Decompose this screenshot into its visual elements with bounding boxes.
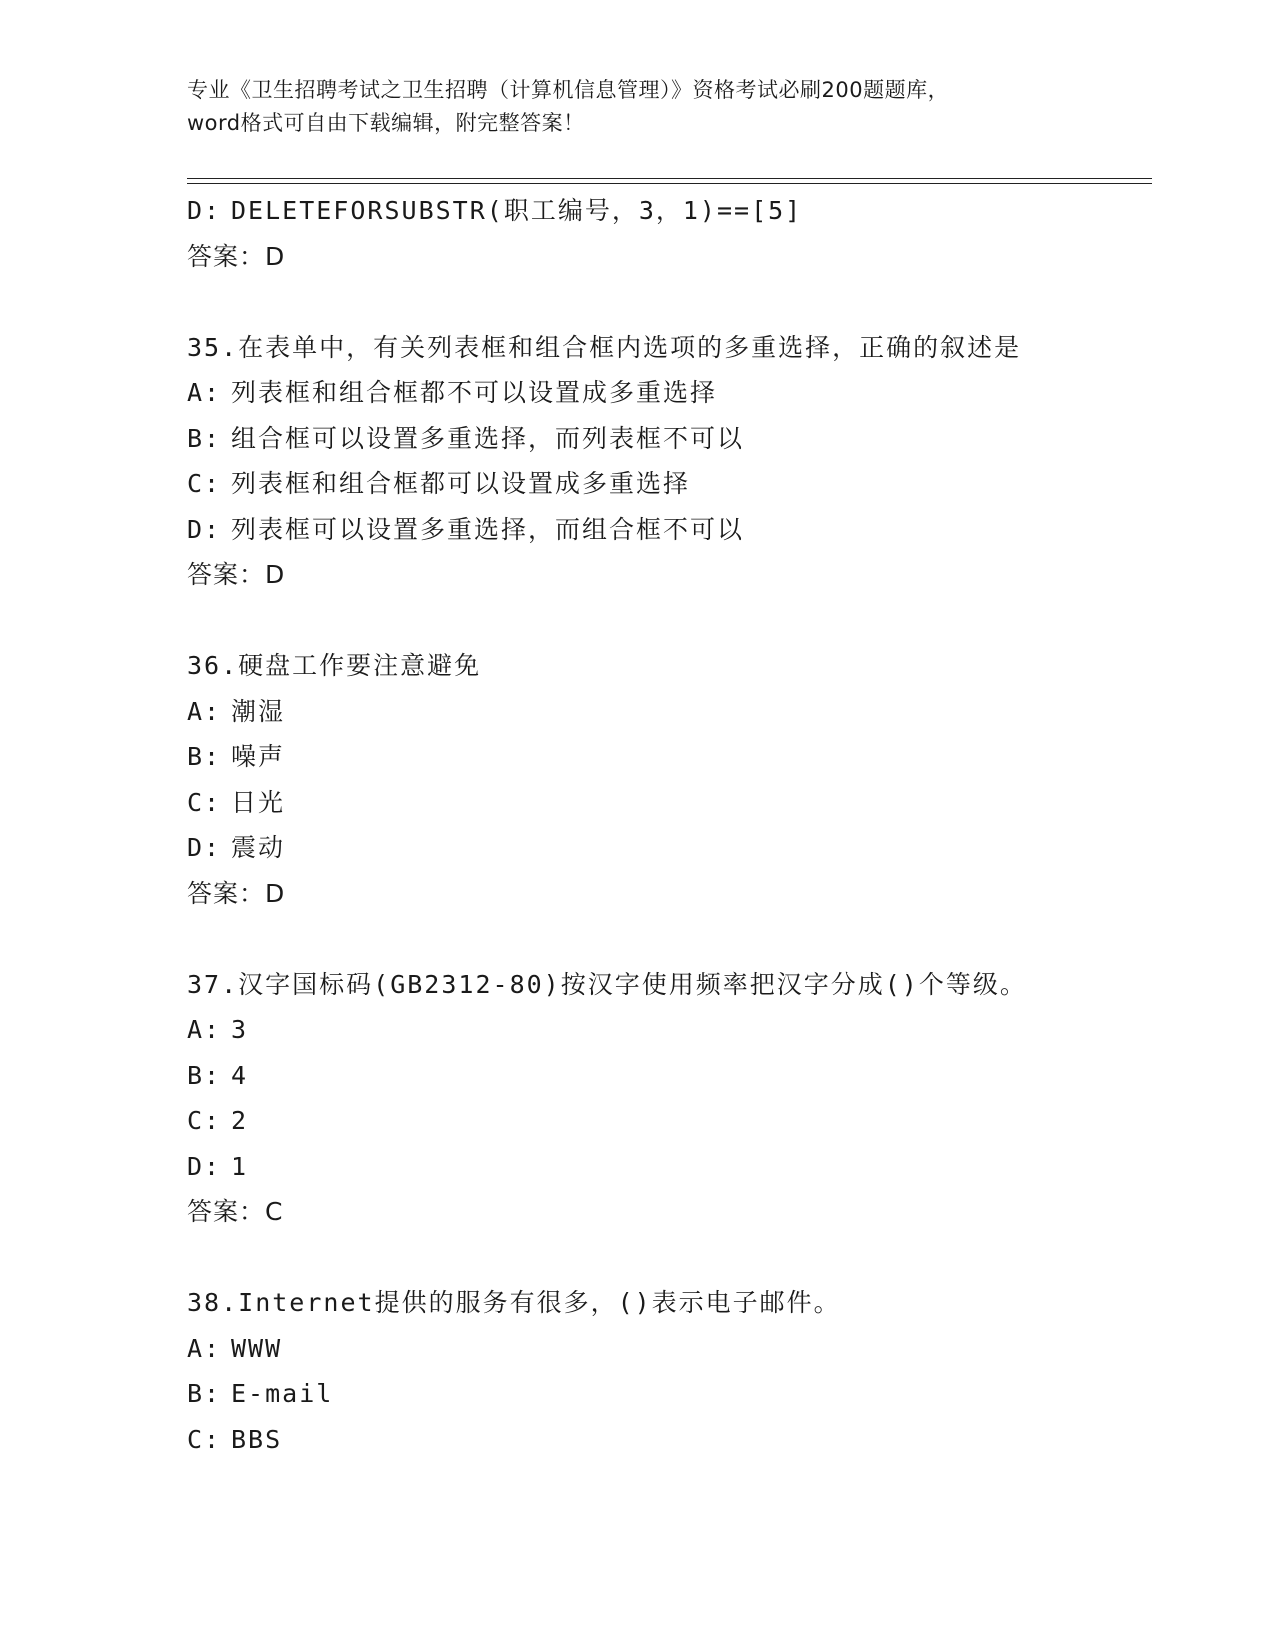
option-prefix: A: [187,378,222,407]
option-prefix: A: [187,696,222,726]
option-text: 4 [231,1060,249,1090]
question-block [187,643,1152,916]
option-prefix: C: [187,787,222,817]
option-text: 日光 [231,787,286,817]
option-prefix: C: [187,1106,222,1135]
spacer [187,279,1152,325]
option-line [187,780,1152,826]
answer-line: 答案：C [187,1197,284,1226]
option-prefix: A: [187,1015,222,1044]
option-line [187,1417,1152,1463]
option-line [187,1326,1152,1372]
option-line [187,1053,1152,1099]
option-prefix: D: [187,514,222,544]
option-text: 潮湿 [231,696,286,726]
option-line [187,1007,1152,1053]
option-text: 1 [231,1151,249,1181]
option-line [187,825,1152,871]
option-line [187,1098,1152,1144]
question-block [187,188,1152,279]
question-text: 35.在表单中，有关列表框和组合框内选项的多重选择，正确的叙述是 [187,332,1022,362]
question-block [187,325,1152,598]
option-line [187,734,1152,780]
spacer [187,1235,1152,1281]
document-header [187,74,1087,140]
answer-line: 答案：D [187,878,286,908]
option-text: 震动 [231,833,286,862]
option-text: 组合框可以设置多重选择，而列表框不可以 [231,423,745,453]
option-prefix: B: [187,1379,222,1408]
option-line [187,507,1152,553]
option-prefix: B: [187,423,222,453]
option-text: 2 [231,1106,249,1135]
option-line [187,1371,1152,1417]
option-prefix: A: [187,1333,222,1363]
answer-line: 答案：D [187,560,286,589]
header-divider-bottom [187,183,1152,184]
option-prefix: B: [187,1060,222,1090]
option-text: DELETEFORSUBSTR(职工编号，3，1)==[5] [231,196,803,225]
question-text: 37.汉字国标码(GB2312-80)按汉字使用频率把汉字分成()个等级。 [187,969,1027,999]
option-line [187,689,1152,735]
spacer [187,916,1152,962]
option-line [187,416,1152,462]
option-line [187,188,1152,234]
option-text: 列表框可以设置多重选择，而组合框不可以 [231,514,745,544]
option-line [187,370,1152,416]
option-prefix: B: [187,742,222,771]
question-text: 36.硬盘工作要注意避免 [187,651,482,680]
header-title-line-2: word格式可自由下载编辑，附完整答案！ [187,111,585,135]
option-text: 列表框和组合框都不可以设置成多重选择 [231,378,718,407]
option-text: 3 [231,1015,249,1044]
question-text: 38.Internet提供的服务有很多，()表示电子邮件。 [187,1288,841,1317]
spacer [187,598,1152,644]
option-text: 列表框和组合框都可以设置成多重选择 [231,469,691,498]
header-divider-top [187,178,1152,179]
option-text: BBS [231,1424,283,1454]
option-text: 噪声 [231,742,286,771]
question-list [187,188,1152,1462]
option-prefix: C: [187,469,222,498]
option-line [187,1144,1152,1190]
question-block [187,1280,1152,1462]
option-prefix: D: [187,196,222,225]
option-line [187,461,1152,507]
option-prefix: C: [187,1424,222,1454]
question-block [187,962,1152,1235]
option-prefix: D: [187,833,222,862]
answer-line: 答案：D [187,241,286,271]
option-text: WWW [231,1333,283,1363]
option-text: E-mail [231,1379,334,1408]
header-title-line-1: 专业《卫生招聘考试之卫生招聘（计算机信息管理）》资格考试必刷200题题库， [187,78,950,102]
option-prefix: D: [187,1151,222,1181]
